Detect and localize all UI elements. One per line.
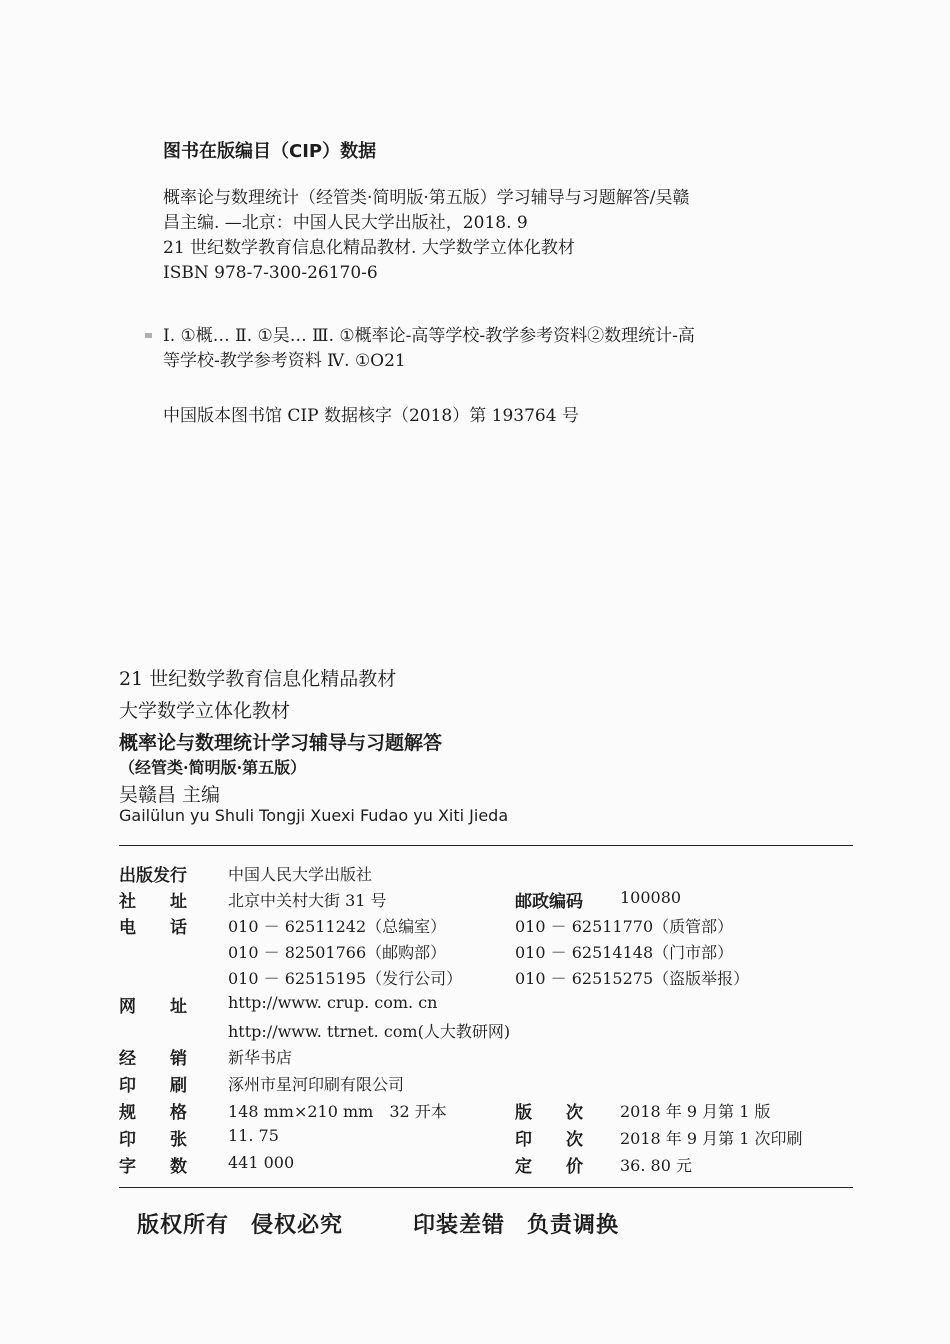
bullet-mark [145,333,152,338]
top-rule [119,845,853,846]
classification-line-2: 等学校-教学参考资料 Ⅳ. ①O21 [163,351,406,371]
address-label: 社 址 [119,892,187,912]
book-editor: 吴赣昌 主编 [119,784,221,806]
printing-label: 印 次 [515,1130,583,1150]
book-pinyin: Gailülun yu Shuli Tongji Xuexi Fudao yu Xiti Jieda [119,806,509,825]
copyright-notice [137,1208,641,1239]
web-label: 网 址 [119,997,187,1017]
book-series-1: 21 世纪数学教育信息化精品教材 [119,668,397,690]
motto-replacement: 负责调换 [527,1212,620,1238]
phone-left-2: 010 － 82501766（邮购部） [228,943,447,962]
cip-title-line-1: 概率论与数理统计（经管类·简明版·第五版）学习辅导与习题解答/吴赣 [163,188,690,208]
phone-right-1: 010 － 62511770（质管部） [515,917,734,936]
printing-value: 2018 年 9 月第 1 次印刷 [620,1129,803,1148]
printer-label: 印 刷 [119,1076,187,1096]
postcode-label: 邮政编码 [515,892,583,912]
publisher-label: 出版发行 [119,866,187,886]
publisher-value: 中国人民大学出版社 [228,865,373,884]
book-title: 概率论与数理统计学习辅导与习题解答 [119,732,443,754]
cip-number: 中国版本图书馆 CIP 数据核字（2018）第 193764 号 [163,406,579,426]
book-series-2: 大学数学立体化教材 [119,700,291,722]
price-label: 定 价 [515,1157,583,1177]
spec-label: 规 格 [119,1103,187,1123]
web-url-2: http://www. ttrnet. com(人大教研网) [228,1022,511,1041]
words-label: 字 数 [119,1157,187,1177]
sheets-label: 印 张 [119,1130,187,1150]
edition-value: 2018 年 9 月第 1 版 [620,1102,771,1121]
cip-isbn: ISBN 978-7-300-26170-6 [163,263,378,283]
words-value: 441 000 [228,1153,295,1172]
motto-infringement: 侵权必究 [251,1212,344,1238]
distributor-label: 经 销 [119,1049,187,1069]
cip-title-line-2: 昌主编. —北京：中国人民大学出版社，2018. 9 [163,213,528,233]
classification-line-1: Ⅰ. ①概… Ⅱ. ①吴… Ⅲ. ①概率论-高等学校-教学参考资料②数理统计-高 [163,326,695,346]
phone-left-1: 010 － 62511242（总编室） [228,917,447,936]
distributor-value: 新华书店 [228,1048,293,1067]
motto-rights-reserved: 版权所有 [137,1212,230,1238]
printer-value: 涿州市星河印刷有限公司 [228,1075,405,1094]
sheets-value: 11. 75 [228,1126,279,1145]
cip-heading: 图书在版编目（CIP）数据 [163,141,377,162]
bottom-rule [119,1187,853,1188]
cip-classification [163,324,863,374]
address-value: 北京中关村大街 31 号 [228,891,387,910]
phone-left-3: 010 － 62515195（发行公司） [228,969,463,988]
motto-print-errors: 印装差错 [413,1212,506,1238]
postcode-value: 100080 [620,888,682,907]
spec-value: 148 mm×210 mm 32 开本 [228,1102,447,1121]
edition-label: 版 次 [515,1103,583,1123]
phone-right-2: 010 － 62514148（门市部） [515,943,734,962]
web-url-1: http://www. crup. com. cn [228,993,438,1012]
book-edition: （经管类·简明版·第五版） [119,758,307,777]
phone-right-3: 010 － 62515275（盗版举报） [515,969,750,988]
price-value: 36. 80 元 [620,1156,692,1175]
phone-label: 电 话 [119,918,187,938]
cip-record [163,186,863,286]
cip-series: 21 世纪数学教育信息化精品教材. 大学数学立体化教材 [163,238,575,258]
